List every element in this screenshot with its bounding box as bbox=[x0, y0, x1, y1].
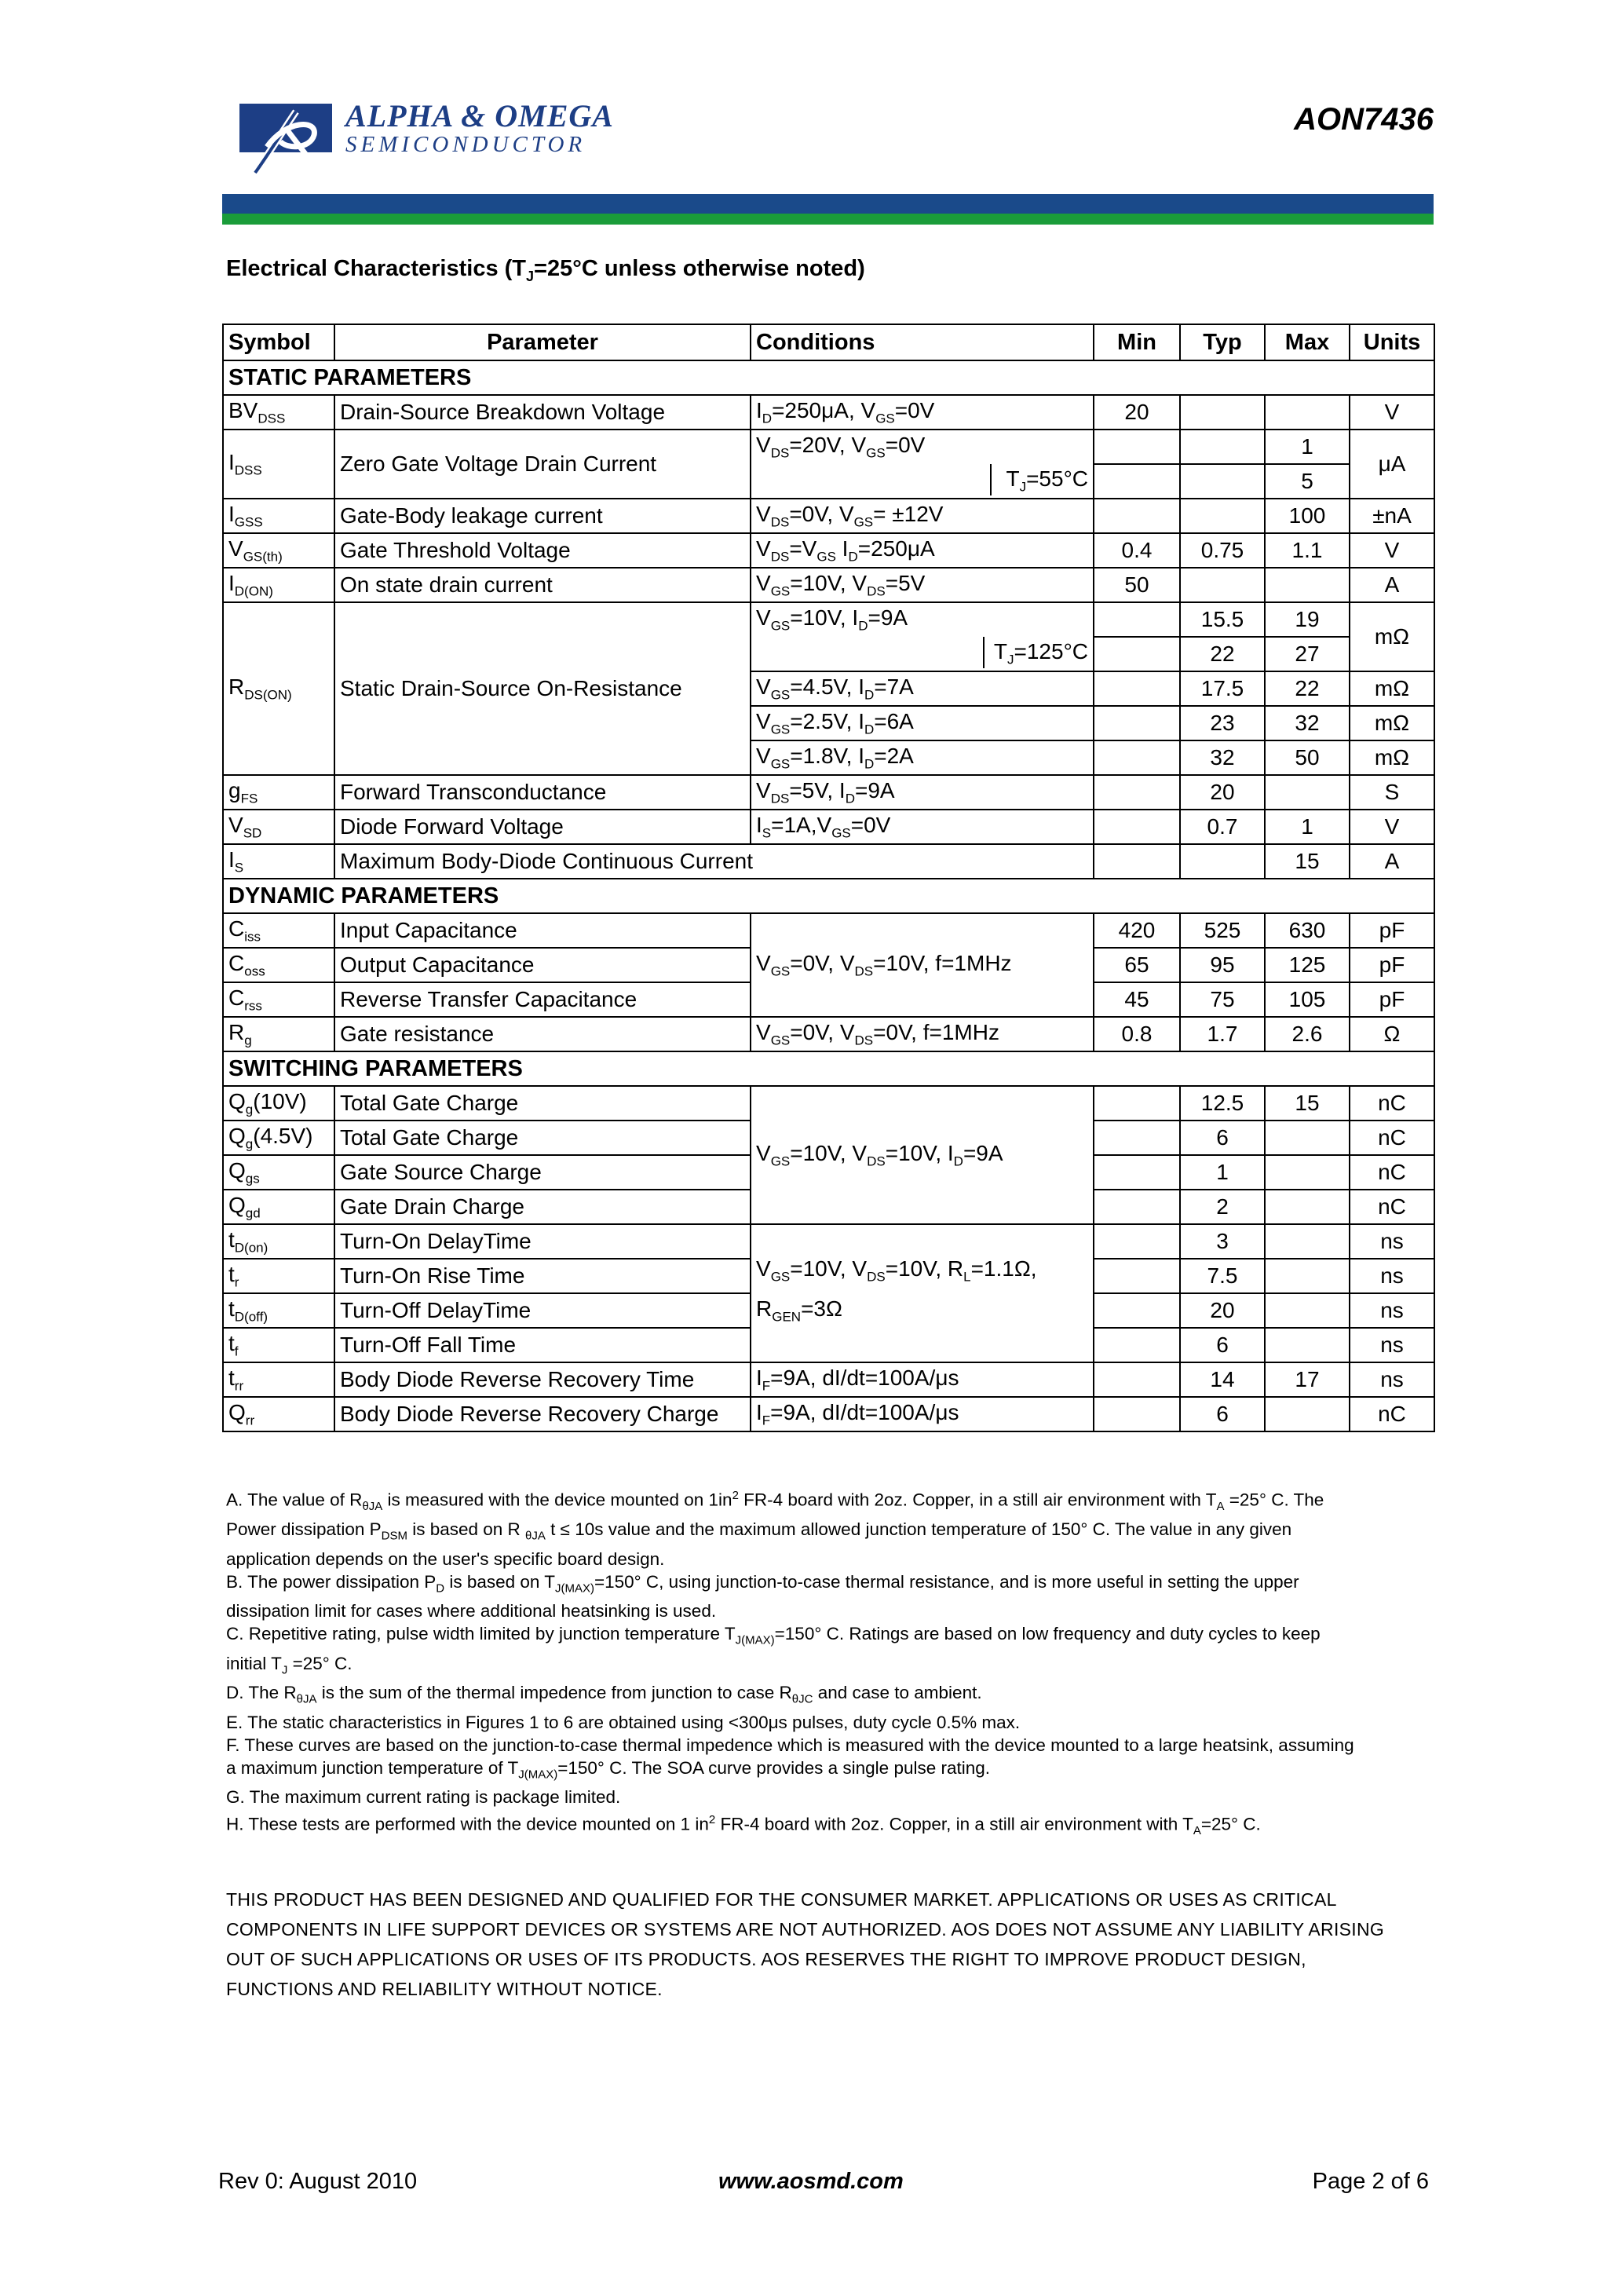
min-cell bbox=[1094, 499, 1180, 533]
disclaimer bbox=[226, 1885, 1451, 2004]
units-cell: S bbox=[1350, 775, 1434, 810]
note-e: E. The static characteristics in Figures 1 to 6 are obtained using <300μs pulses, duty cycle 0.5% max. bbox=[226, 1712, 1021, 1732]
conditions-cell: $V_{DS}=V_{GS}$ $I_D=250\mu A$ bbox=[751, 533, 1094, 568]
conditions-cell: $I_D=250\mu A$, $V_{GS}=0V$ bbox=[751, 395, 1094, 430]
typ-cell bbox=[1180, 395, 1265, 430]
min-cell: 420 bbox=[1094, 913, 1180, 948]
part-number: AON7436 bbox=[1294, 102, 1434, 137]
units-cell: pF bbox=[1350, 913, 1434, 948]
typ-cell bbox=[1180, 844, 1265, 879]
max-cell bbox=[1265, 1155, 1350, 1190]
units-cell: nC bbox=[1350, 1121, 1434, 1155]
typ-cell: 0.7 bbox=[1180, 810, 1265, 844]
conditions-cell: $T_J=125^\circ C$ bbox=[751, 637, 1094, 671]
table-row bbox=[223, 499, 1434, 533]
min-cell: 65 bbox=[1094, 948, 1180, 982]
min-cell bbox=[1094, 1190, 1180, 1224]
units-cell: nC bbox=[1350, 1155, 1434, 1190]
units-cell: ns bbox=[1350, 1293, 1434, 1328]
parameter-cell: Gate Threshold Voltage bbox=[334, 533, 751, 568]
parameter-cell: Gate Drain Charge bbox=[334, 1190, 751, 1224]
symbol-cell: $BV_{DSS}$ bbox=[223, 395, 334, 430]
max-cell: 105 bbox=[1265, 982, 1350, 1017]
max-cell: 1 bbox=[1265, 430, 1350, 464]
table-row bbox=[223, 1017, 1434, 1051]
table-row bbox=[223, 395, 1434, 430]
typ-cell: 95 bbox=[1180, 948, 1265, 982]
units-cell: V bbox=[1350, 395, 1434, 430]
units-cell: ±nA bbox=[1350, 499, 1434, 533]
table-row bbox=[223, 1397, 1434, 1431]
header-symbol: Symbol bbox=[223, 324, 334, 360]
units-cell: pF bbox=[1350, 948, 1434, 982]
max-cell: 32 bbox=[1265, 706, 1350, 740]
note-f-line2: a maximum junction temperature of $T_{J(MAX)}=150^\circ$ C. The SOA curve provides a single pulse rating. bbox=[226, 1757, 991, 1781]
typ-cell bbox=[1180, 464, 1265, 499]
parameter-cell: Reverse Transfer Capacitance bbox=[334, 982, 751, 1017]
conditions-cell: $V_{GS}=10V$, $V_{DS}=10V$, $R_L=1.1\Omega$, $R_{GEN}=3\Omega$ bbox=[751, 1224, 1094, 1362]
typ-cell: 12.5 bbox=[1180, 1086, 1265, 1121]
note-a-line3: application depends on the user's specific board design. bbox=[226, 1548, 665, 1569]
typ-cell: 17.5 bbox=[1180, 671, 1265, 706]
min-cell bbox=[1094, 706, 1180, 740]
min-cell bbox=[1094, 1259, 1180, 1293]
disclaimer-line: FUNCTIONS AND RELIABILITY WITHOUT NOTICE. bbox=[226, 1979, 663, 1999]
min-cell bbox=[1094, 740, 1180, 775]
conditions-cell: $V_{GS}=0V$, $V_{DS}=10V$, f=1MHz bbox=[751, 913, 1094, 1017]
table-row bbox=[223, 1224, 1434, 1259]
section-label: DYNAMIC PARAMETERS bbox=[223, 879, 1434, 913]
typ-cell: 1.7 bbox=[1180, 1017, 1265, 1051]
units-cell: mΩ bbox=[1350, 706, 1434, 740]
parameter-cell: Turn-On Rise Time bbox=[334, 1259, 751, 1293]
table-header-row bbox=[223, 324, 1434, 360]
conditions-cell: $T_J=55^\circ C$ bbox=[751, 464, 1094, 499]
conditions-cell: $V_{GS}=1.8V$, $I_D=2A$ bbox=[751, 740, 1094, 775]
symbol-cell: $I_{D(ON)}$ bbox=[223, 568, 334, 602]
parameter-cell: Body Diode Reverse Recovery Time bbox=[334, 1362, 751, 1397]
min-cell bbox=[1094, 775, 1180, 810]
header-divider-blue bbox=[222, 194, 1434, 214]
min-cell bbox=[1094, 1293, 1180, 1328]
max-cell bbox=[1265, 1224, 1350, 1259]
max-cell bbox=[1265, 568, 1350, 602]
header-conditions: Conditions bbox=[751, 324, 1094, 360]
table-row bbox=[223, 913, 1434, 948]
symbol-cell: $C_{rss}$ bbox=[223, 982, 334, 1017]
min-cell bbox=[1094, 671, 1180, 706]
symbol-cell: $t_{D(off)}$ bbox=[223, 1293, 334, 1328]
symbol-cell: $I_S$ bbox=[223, 844, 334, 879]
symbol-cell: $Q_g(10V)$ bbox=[223, 1086, 334, 1121]
min-cell bbox=[1094, 1121, 1180, 1155]
typ-cell: 20 bbox=[1180, 775, 1265, 810]
company-name: ALPHA & OMEGA bbox=[345, 98, 614, 133]
symbol-cell: $I_{DSS}$ bbox=[223, 430, 334, 499]
max-cell bbox=[1265, 1397, 1350, 1431]
note-b-line2: dissipation limit for cases where additional heatsinking is used. bbox=[226, 1601, 717, 1621]
max-cell bbox=[1265, 775, 1350, 810]
typ-cell: 7.5 bbox=[1180, 1259, 1265, 1293]
min-cell: 50 bbox=[1094, 568, 1180, 602]
conditions-cell: $V_{GS}=10V$, $I_D=9A$ bbox=[751, 602, 1094, 637]
note-a-line1: A. The value of $R_{\theta JA}$ is measured with the device mounted on $1in^2$ FR-4 board with 2oz. Copper, in a still air environment with $T_A =25^\circ$ C. The bbox=[226, 1489, 1324, 1513]
section-label: STATIC PARAMETERS bbox=[223, 360, 1434, 395]
max-cell bbox=[1265, 1121, 1350, 1155]
typ-cell: 20 bbox=[1180, 1293, 1265, 1328]
table-row bbox=[223, 602, 1434, 637]
max-cell: 17 bbox=[1265, 1362, 1350, 1397]
parameter-cell: Diode Forward Voltage bbox=[334, 810, 751, 844]
typ-cell: 22 bbox=[1180, 637, 1265, 671]
disclaimer-line: THIS PRODUCT HAS BEEN DESIGNED AND QUALIFIED FOR THE CONSUMER MARKET. APPLICATIONS OR USES AS CRITICAL bbox=[226, 1889, 1337, 1910]
min-cell bbox=[1094, 1328, 1180, 1362]
units-cell: nC bbox=[1350, 1086, 1434, 1121]
symbol-cell: $V_{GS(th)}$ bbox=[223, 533, 334, 568]
symbol-cell: $t_r$ bbox=[223, 1259, 334, 1293]
max-cell: 27 bbox=[1265, 637, 1350, 671]
electrical-characteristics-table bbox=[222, 324, 1435, 1432]
header-min: Min bbox=[1094, 324, 1180, 360]
note-c-line1: C. Repetitive rating, pulse width limited by junction temperature $T_{J(MAX)}=150^\circ$ C. Ratings are based on low frequency and duty cycles to keep bbox=[226, 1624, 1321, 1647]
parameter-cell: Zero Gate Voltage Drain Current bbox=[334, 430, 751, 499]
min-cell bbox=[1094, 1224, 1180, 1259]
table-row bbox=[223, 1362, 1434, 1397]
typ-cell: 14 bbox=[1180, 1362, 1265, 1397]
parameter-cell: Drain-Source Breakdown Voltage bbox=[334, 395, 751, 430]
typ-cell: 6 bbox=[1180, 1397, 1265, 1431]
disclaimer-line: COMPONENTS IN LIFE SUPPORT DEVICES OR SYSTEMS ARE NOT AUTHORIZED. AOS DOES NOT ASSUME ANY LIABILITY ARISING bbox=[226, 1919, 1385, 1940]
symbol-cell: $R_g$ bbox=[223, 1017, 334, 1051]
typ-cell: 23 bbox=[1180, 706, 1265, 740]
max-cell: 630 bbox=[1265, 913, 1350, 948]
typ-cell: 32 bbox=[1180, 740, 1265, 775]
conditions-cell: $V_{DS}=0V$, $V_{GS}= \pm 12V$ bbox=[751, 499, 1094, 533]
conditions-cell: $V_{DS}=20V$, $V_{GS}=0V$ bbox=[751, 430, 1094, 464]
symbol-cell: $V_{SD}$ bbox=[223, 810, 334, 844]
typ-cell: 6 bbox=[1180, 1121, 1265, 1155]
min-cell bbox=[1094, 1362, 1180, 1397]
units-cell: ns bbox=[1350, 1224, 1434, 1259]
table-row bbox=[223, 568, 1434, 602]
parameter-cell: Body Diode Reverse Recovery Charge bbox=[334, 1397, 751, 1431]
conditions-cell: $V_{GS}=10V$, $V_{DS}=10V$, $I_D=9A$ bbox=[751, 1086, 1094, 1224]
header-typ: Typ bbox=[1180, 324, 1265, 360]
symbol-cell: $t_{rr}$ bbox=[223, 1362, 334, 1397]
max-cell bbox=[1265, 1190, 1350, 1224]
conditions-cell: $V_{GS}=10V$, $V_{DS}=5V$ bbox=[751, 568, 1094, 602]
symbol-cell: $I_{GSS}$ bbox=[223, 499, 334, 533]
typ-cell: 525 bbox=[1180, 913, 1265, 948]
table-row bbox=[223, 533, 1434, 568]
symbol-cell: $C_{iss}$ bbox=[223, 913, 334, 948]
min-cell: 20 bbox=[1094, 395, 1180, 430]
units-cell: μA bbox=[1350, 430, 1434, 499]
symbol-cell: $C_{oss}$ bbox=[223, 948, 334, 982]
max-cell: 1 bbox=[1265, 810, 1350, 844]
max-cell bbox=[1265, 1259, 1350, 1293]
max-cell: 15 bbox=[1265, 844, 1350, 879]
symbol-cell: $Q_{gs}$ bbox=[223, 1155, 334, 1190]
symbol-cell: $Q_{gd}$ bbox=[223, 1190, 334, 1224]
table-row bbox=[223, 430, 1434, 464]
typ-cell bbox=[1180, 499, 1265, 533]
company-logo-icon bbox=[239, 104, 338, 176]
min-cell: 0.4 bbox=[1094, 533, 1180, 568]
symbol-cell: $g_{FS}$ bbox=[223, 775, 334, 810]
company-subtitle: SEMICONDUCTOR bbox=[345, 132, 586, 157]
min-cell bbox=[1094, 1397, 1180, 1431]
units-cell: A bbox=[1350, 844, 1434, 879]
min-cell bbox=[1094, 1086, 1180, 1121]
note-a-line2: Power dissipation $P_{DSM}$ is based on R $_{\theta JA}$ t ≤ 10s value and the maximum allowed junction temperature of 150° C. The value in any given bbox=[226, 1519, 1292, 1543]
units-cell: nC bbox=[1350, 1190, 1434, 1224]
max-cell: 19 bbox=[1265, 602, 1350, 637]
units-cell: mΩ bbox=[1350, 740, 1434, 775]
page-number: Page 2 of 6 bbox=[1312, 2169, 1429, 2194]
typ-cell: 15.5 bbox=[1180, 602, 1265, 637]
parameter-cell: Turn-Off DelayTime bbox=[334, 1293, 751, 1328]
parameter-cell: Total Gate Charge bbox=[334, 1086, 751, 1121]
note-g: G. The maximum current rating is package limited. bbox=[226, 1787, 621, 1807]
conditions-cell: $V_{GS}=4.5V$, $I_D=7A$ bbox=[751, 671, 1094, 706]
units-cell: V bbox=[1350, 533, 1434, 568]
section-label: SWITCHING PARAMETERS bbox=[223, 1051, 1434, 1086]
note-d: D. The $R_{\theta JA}$ is the sum of the thermal impedence from junction to case $R_{\theta JC}$ and case to ambient. bbox=[226, 1683, 982, 1706]
max-cell bbox=[1265, 1293, 1350, 1328]
units-cell: nC bbox=[1350, 1397, 1434, 1431]
units-cell: Ω bbox=[1350, 1017, 1434, 1051]
typ-cell: 6 bbox=[1180, 1328, 1265, 1362]
website-link[interactable]: www.aosmd.com bbox=[718, 2169, 904, 2194]
table-row bbox=[223, 775, 1434, 810]
parameter-cell: On state drain current bbox=[334, 568, 751, 602]
max-cell: 2.6 bbox=[1265, 1017, 1350, 1051]
units-cell: A bbox=[1350, 568, 1434, 602]
typ-cell: 75 bbox=[1180, 982, 1265, 1017]
parameter-cell: Turn-On DelayTime bbox=[334, 1224, 751, 1259]
conditions-cell: $V_{GS}=0V$, $V_{DS}=0V$, f=1MHz bbox=[751, 1017, 1094, 1051]
typ-cell: 2 bbox=[1180, 1190, 1265, 1224]
max-cell bbox=[1265, 395, 1350, 430]
parameter-cell: Turn-Off Fall Time bbox=[334, 1328, 751, 1362]
typ-cell bbox=[1180, 568, 1265, 602]
max-cell bbox=[1265, 1328, 1350, 1362]
parameter-cell: Static Drain-Source On-Resistance bbox=[334, 602, 751, 775]
conditions-cell: $V_{GS}=2.5V$, $I_D=6A$ bbox=[751, 706, 1094, 740]
units-cell: ns bbox=[1350, 1328, 1434, 1362]
section-row-dynamic bbox=[223, 879, 1434, 913]
conditions-cell: $V_{DS}=5V$, $I_D=9A$ bbox=[751, 775, 1094, 810]
min-cell bbox=[1094, 1155, 1180, 1190]
min-cell bbox=[1094, 430, 1180, 464]
note-b-line1: B. The power dissipation $P_D$ is based on $T_{J(MAX)}=150^\circ$ C, using junction-to-case thermal resistance, and is more useful in setting the upper bbox=[226, 1571, 1299, 1595]
conditions-cell: $I_F=9A$, dI/dt=100A/μs bbox=[751, 1397, 1094, 1431]
section-row-switching bbox=[223, 1051, 1434, 1086]
parameter-cell: Forward Transconductance bbox=[334, 775, 751, 810]
disclaimer-line: OUT OF SUCH APPLICATIONS OR USES OF ITS PRODUCTS. AOS RESERVES THE RIGHT TO IMPROVE PRODUCT DESIGN, bbox=[226, 1949, 1306, 1969]
min-cell: 45 bbox=[1094, 982, 1180, 1017]
max-cell: 125 bbox=[1265, 948, 1350, 982]
max-cell: 100 bbox=[1265, 499, 1350, 533]
typ-cell: 0.75 bbox=[1180, 533, 1265, 568]
min-cell bbox=[1094, 464, 1180, 499]
header-units: Units bbox=[1350, 324, 1434, 360]
symbol-cell: $R_{DS(ON)}$ bbox=[223, 602, 334, 775]
max-cell: 1.1 bbox=[1265, 533, 1350, 568]
typ-cell: 3 bbox=[1180, 1224, 1265, 1259]
symbol-cell: $Q_{rr}$ bbox=[223, 1397, 334, 1431]
parameter-cell: Gate-Body leakage current bbox=[334, 499, 751, 533]
units-cell: mΩ bbox=[1350, 671, 1434, 706]
header-divider-green bbox=[222, 214, 1434, 225]
table-row bbox=[223, 1086, 1434, 1121]
min-cell bbox=[1094, 844, 1180, 879]
parameter-cell: Gate resistance bbox=[334, 1017, 751, 1051]
min-cell bbox=[1094, 810, 1180, 844]
section-title: Electrical Characteristics ($T_J=25^\circ C$ unless otherwise noted) bbox=[226, 256, 865, 284]
footnotes bbox=[226, 1484, 1435, 1842]
parameter-cell: Input Capacitance bbox=[334, 913, 751, 948]
symbol-cell: $t_f$ bbox=[223, 1328, 334, 1362]
section-row-static bbox=[223, 360, 1434, 395]
conditions-cell: $I_S=1A,V_{GS}=0V$ bbox=[751, 810, 1094, 844]
units-cell: V bbox=[1350, 810, 1434, 844]
max-cell: 50 bbox=[1265, 740, 1350, 775]
parameter-cell: Output Capacitance bbox=[334, 948, 751, 982]
table-row bbox=[223, 810, 1434, 844]
typ-cell: 1 bbox=[1180, 1155, 1265, 1190]
min-cell: 0.8 bbox=[1094, 1017, 1180, 1051]
units-cell: ns bbox=[1350, 1259, 1434, 1293]
table-row bbox=[223, 844, 1434, 879]
symbol-cell: $Q_g(4.5V)$ bbox=[223, 1121, 334, 1155]
header-parameter: Parameter bbox=[334, 324, 751, 360]
min-cell bbox=[1094, 602, 1180, 637]
max-cell: 22 bbox=[1265, 671, 1350, 706]
note-h: H. These tests are performed with the device mounted on 1 $in^2$ FR-4 board with 2oz. Copper, in a still air environment with $T_A=25^\circ$ C. bbox=[226, 1813, 1261, 1837]
parameter-cell: Maximum Body-Diode Continuous Current bbox=[334, 844, 1094, 879]
units-cell: pF bbox=[1350, 982, 1434, 1017]
note-c-line2: initial $T_J =25^\circ$ C. bbox=[226, 1653, 353, 1676]
symbol-cell: $t_{D(on)}$ bbox=[223, 1224, 334, 1259]
header-max: Max bbox=[1265, 324, 1350, 360]
typ-cell bbox=[1180, 430, 1265, 464]
conditions-cell: $I_F=9A$, dI/dt=100A/μs bbox=[751, 1362, 1094, 1397]
parameter-cell: Gate Source Charge bbox=[334, 1155, 751, 1190]
units-cell: mΩ bbox=[1350, 602, 1434, 671]
max-cell: 15 bbox=[1265, 1086, 1350, 1121]
min-cell bbox=[1094, 637, 1180, 671]
parameter-cell: Total Gate Charge bbox=[334, 1121, 751, 1155]
max-cell: 5 bbox=[1265, 464, 1350, 499]
revision-label: Rev 0: August 2010 bbox=[218, 2169, 418, 2194]
note-f-line1: F. These curves are based on the junction-to-case thermal impedence which is measured with the device mounted to a large heatsink, assuming bbox=[226, 1735, 1354, 1755]
units-cell: ns bbox=[1350, 1362, 1434, 1397]
